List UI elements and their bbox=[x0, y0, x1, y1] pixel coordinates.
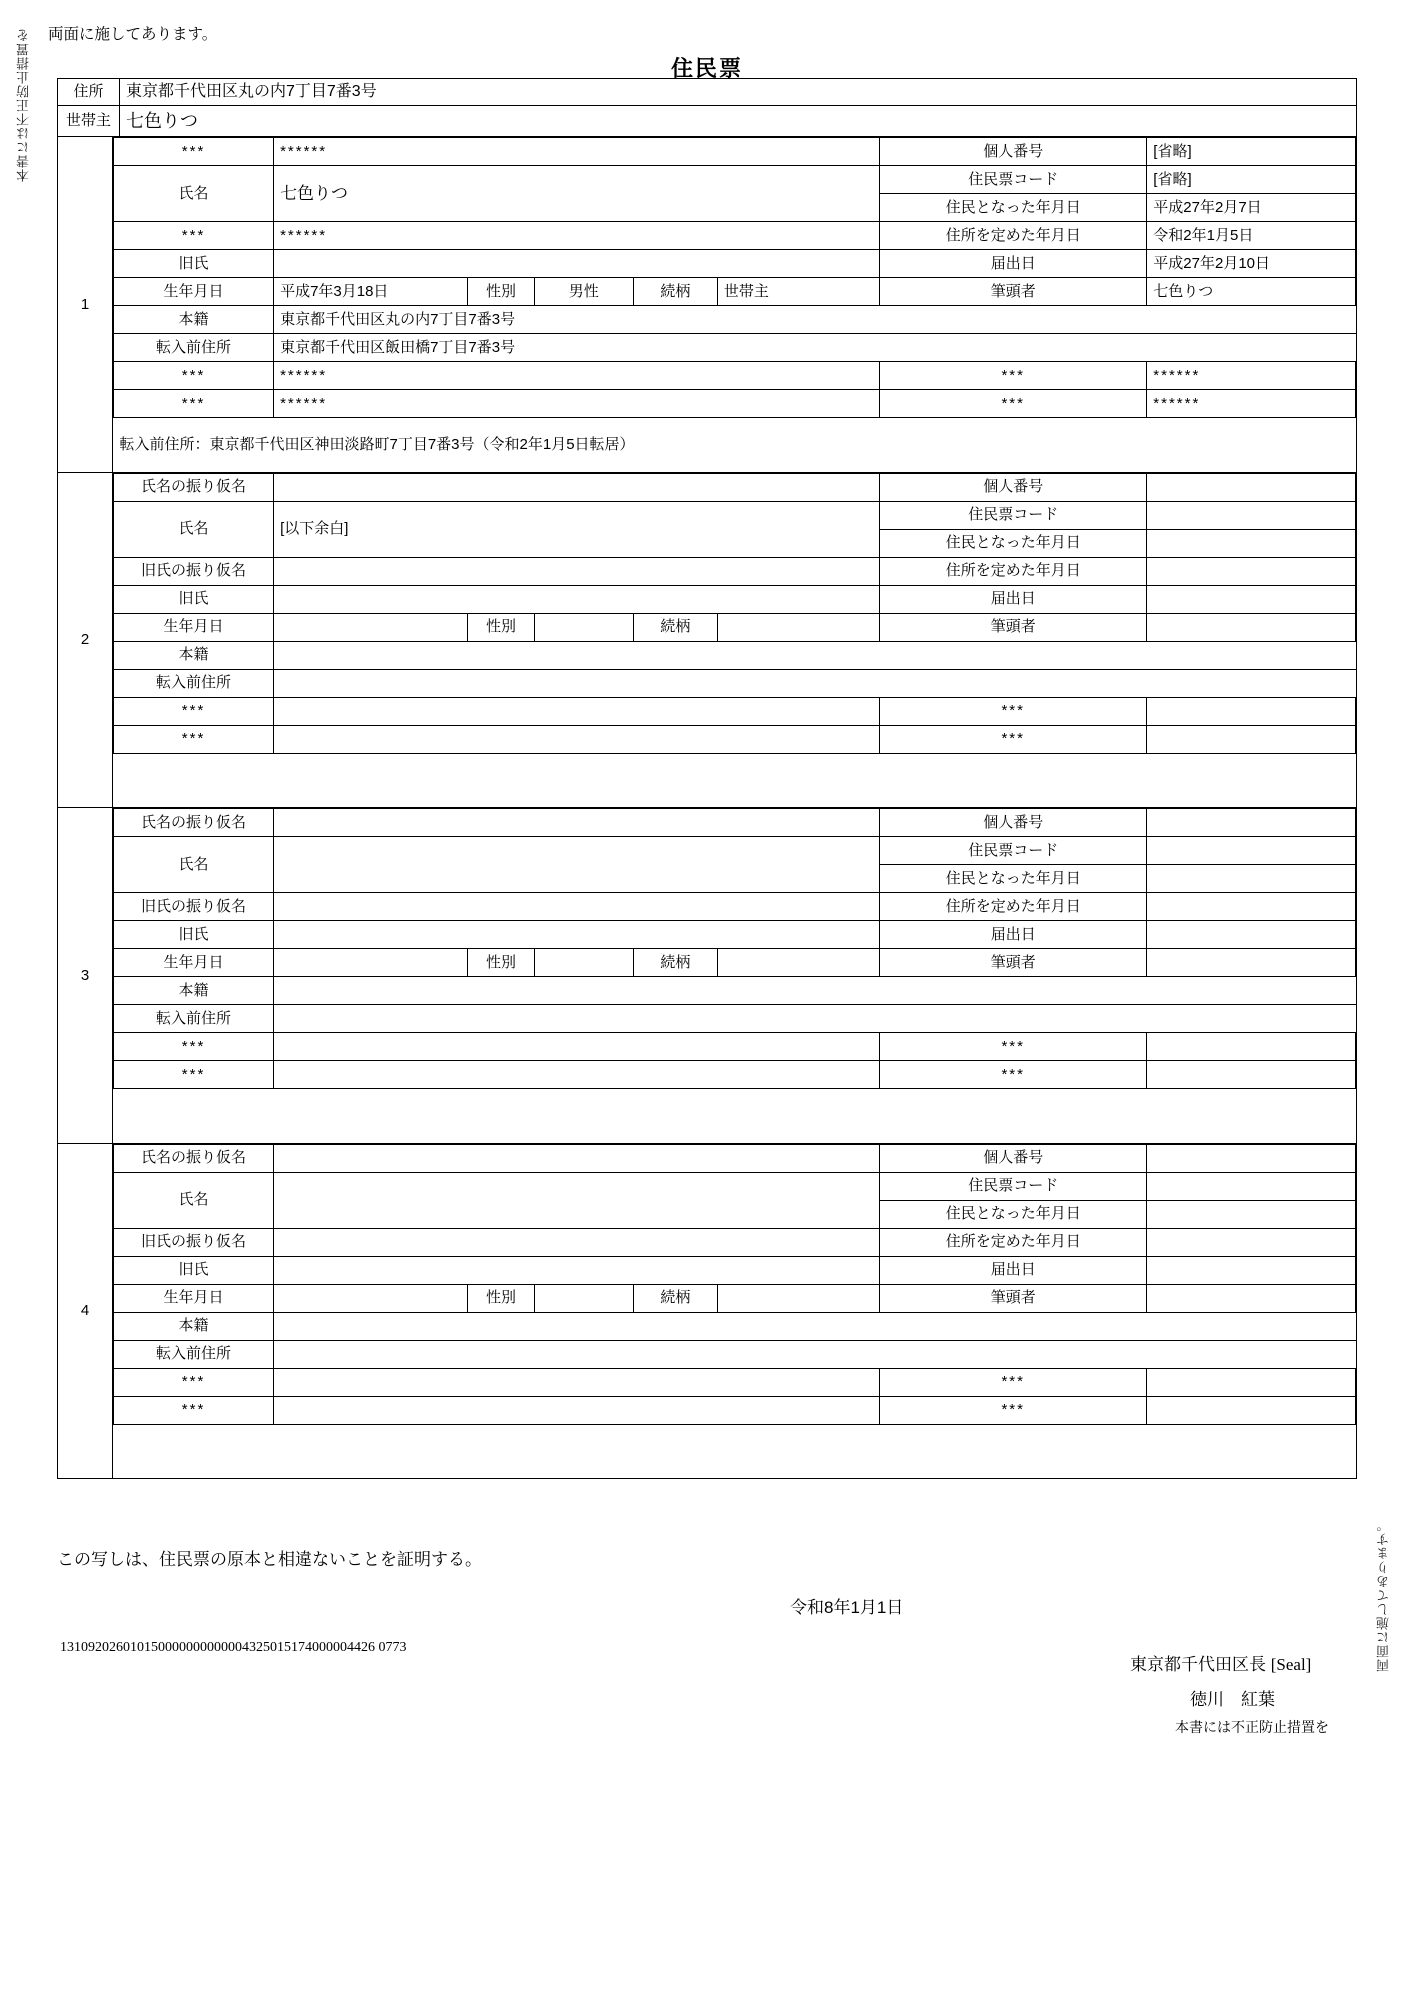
name-label: 氏名 bbox=[114, 837, 274, 893]
head-of-registry-value bbox=[1147, 1284, 1356, 1312]
table-row bbox=[114, 166, 1356, 194]
resident-code-label: 住民票コード bbox=[880, 1172, 1147, 1200]
former-name-label: 旧氏 bbox=[114, 1256, 274, 1284]
former-name-kana-value bbox=[274, 1228, 880, 1256]
table-row bbox=[114, 557, 1356, 585]
table-row bbox=[114, 725, 1356, 753]
my-number-value bbox=[1147, 809, 1356, 837]
former-name-value bbox=[274, 250, 880, 278]
previous-address-label: 転入前住所 bbox=[114, 334, 274, 362]
head-of-registry-label: 筆頭者 bbox=[880, 1284, 1147, 1312]
notification-date-label: 届出日 bbox=[880, 921, 1147, 949]
registry-value bbox=[274, 977, 1356, 1005]
name-kana-label: *** bbox=[114, 138, 274, 166]
top-note: 両面に施してあります。 bbox=[48, 26, 218, 43]
householder-value: 七色りつ bbox=[120, 106, 1357, 137]
person-note: 転入前住所：東京都千代田区神田淡路町7丁目7番3号（令和2年1月5日転居） bbox=[114, 418, 1356, 472]
table-row bbox=[114, 697, 1356, 725]
resident-code-label: 住民票コード bbox=[880, 501, 1147, 529]
table-row bbox=[114, 921, 1356, 949]
head-of-registry-label: 筆頭者 bbox=[880, 613, 1147, 641]
extra-right-value bbox=[1147, 1033, 1356, 1061]
became-resident-value: 平成27年2月7日 bbox=[1147, 194, 1356, 222]
sex-value bbox=[534, 1284, 633, 1312]
extra-label: *** bbox=[114, 1033, 274, 1061]
birthdate-value: 平成7年3月18日 bbox=[274, 278, 468, 306]
table-row bbox=[114, 390, 1356, 418]
birthdate-value bbox=[274, 1284, 468, 1312]
right-margin-note: 両面に施してあります。 bbox=[1376, 1518, 1391, 1672]
extra-right-value bbox=[1147, 1396, 1356, 1424]
name-kana-label: 氏名の振り仮名 bbox=[114, 809, 274, 837]
relation-label: 続柄 bbox=[633, 949, 717, 977]
certification-text: この写しは、住民票の原本と相違ないことを証明する。 bbox=[57, 1550, 482, 1569]
birthdate-label: 生年月日 bbox=[114, 278, 274, 306]
head-of-registry-value: 七色りつ bbox=[1147, 278, 1356, 306]
address-set-date-label: 住所を定めた年月日 bbox=[880, 1228, 1147, 1256]
table-row bbox=[114, 306, 1356, 334]
issuer-name: 徳川 紅葉 bbox=[1190, 1690, 1275, 1709]
person-note bbox=[114, 753, 1356, 807]
resident-code-label: 住民票コード bbox=[880, 837, 1147, 865]
registry-label: 本籍 bbox=[114, 977, 274, 1005]
person-detail-table bbox=[113, 473, 1356, 808]
table-row bbox=[114, 418, 1356, 472]
my-number-label: 個人番号 bbox=[880, 809, 1147, 837]
table-row bbox=[114, 1284, 1356, 1312]
notification-date-value bbox=[1147, 1256, 1356, 1284]
became-resident-label: 住民となった年月日 bbox=[880, 529, 1147, 557]
table-row bbox=[114, 222, 1356, 250]
sex-value bbox=[534, 613, 633, 641]
table-row bbox=[114, 1228, 1356, 1256]
extra-value bbox=[274, 1368, 880, 1396]
extra-right-label: *** bbox=[880, 697, 1147, 725]
previous-address-value bbox=[274, 669, 1356, 697]
relation-value bbox=[717, 613, 879, 641]
header-row-address bbox=[58, 79, 1357, 106]
former-name-kana-label: *** bbox=[114, 222, 274, 250]
table-row bbox=[114, 1340, 1356, 1368]
former-name-label: 旧氏 bbox=[114, 921, 274, 949]
resident-code-label: 住民票コード bbox=[880, 166, 1147, 194]
became-resident-value bbox=[1147, 1200, 1356, 1228]
extra-right-label: *** bbox=[880, 390, 1147, 418]
sex-label: 性別 bbox=[468, 949, 534, 977]
name-value bbox=[274, 1172, 880, 1228]
previous-address-label: 転入前住所 bbox=[114, 1340, 274, 1368]
name-label: 氏名 bbox=[114, 1172, 274, 1228]
resident-code-value bbox=[1147, 1172, 1356, 1200]
issuer-title: 東京都千代田区長 bbox=[1130, 1655, 1266, 1674]
relation-value bbox=[717, 949, 879, 977]
registry-value bbox=[274, 1312, 1356, 1340]
address-label: 住所 bbox=[58, 79, 120, 106]
table-row bbox=[114, 977, 1356, 1005]
registry-label: 本籍 bbox=[114, 641, 274, 669]
became-resident-value bbox=[1147, 529, 1356, 557]
person-detail-table bbox=[113, 1144, 1356, 1479]
address-set-date-label: 住所を定めた年月日 bbox=[880, 222, 1147, 250]
table-row bbox=[114, 585, 1356, 613]
notification-date-value: 平成27年2月10日 bbox=[1147, 250, 1356, 278]
became-resident-value bbox=[1147, 865, 1356, 893]
former-name-value bbox=[274, 1256, 880, 1284]
table-row bbox=[114, 138, 1356, 166]
table-row bbox=[114, 1424, 1356, 1478]
table-row bbox=[114, 278, 1356, 306]
table-row bbox=[114, 809, 1356, 837]
name-kana-value bbox=[274, 1144, 880, 1172]
table-row bbox=[114, 753, 1356, 807]
my-number-label: 個人番号 bbox=[880, 1144, 1147, 1172]
former-name-label: 旧氏 bbox=[114, 585, 274, 613]
person-index: 2 bbox=[58, 473, 113, 808]
table-row bbox=[114, 1172, 1356, 1200]
address-set-date-value bbox=[1147, 557, 1356, 585]
person-block bbox=[58, 1144, 1356, 1479]
serial-number: 131092026010150000000000004325015174000004426 0773 bbox=[60, 1640, 407, 1655]
person-block bbox=[58, 473, 1356, 809]
notification-date-label: 届出日 bbox=[880, 1256, 1147, 1284]
extra-right-value: ****** bbox=[1147, 362, 1356, 390]
person-index: 1 bbox=[58, 137, 113, 472]
sex-value: 男性 bbox=[534, 278, 633, 306]
name-kana-label: 氏名の振り仮名 bbox=[114, 473, 274, 501]
notification-date-label: 届出日 bbox=[880, 250, 1147, 278]
extra-value bbox=[274, 697, 880, 725]
table-row bbox=[114, 1144, 1356, 1172]
notification-date-label: 届出日 bbox=[880, 585, 1147, 613]
head-of-registry-value bbox=[1147, 949, 1356, 977]
birthdate-value bbox=[274, 949, 468, 977]
table-row bbox=[114, 1005, 1356, 1033]
address-set-date-label: 住所を定めた年月日 bbox=[880, 557, 1147, 585]
name-kana-value bbox=[274, 809, 880, 837]
my-number-value bbox=[1147, 473, 1356, 501]
became-resident-label: 住民となった年月日 bbox=[880, 194, 1147, 222]
extra-right-label: *** bbox=[880, 362, 1147, 390]
address-set-date-label: 住所を定めた年月日 bbox=[880, 893, 1147, 921]
extra-label: *** bbox=[114, 725, 274, 753]
my-number-value: [省略] bbox=[1147, 138, 1356, 166]
extra-right-label: *** bbox=[880, 1396, 1147, 1424]
extra-value bbox=[274, 725, 880, 753]
header-table bbox=[57, 78, 1357, 137]
previous-address-value: 東京都千代田区飯田橋7丁目7番3号 bbox=[274, 334, 1356, 362]
householder-label: 世帯主 bbox=[58, 106, 120, 137]
head-of-registry-label: 筆頭者 bbox=[880, 949, 1147, 977]
person-index: 4 bbox=[58, 1144, 113, 1479]
relation-label: 続柄 bbox=[633, 1284, 717, 1312]
name-label: 氏名 bbox=[114, 501, 274, 557]
previous-address-value bbox=[274, 1005, 1356, 1033]
resident-code-value bbox=[1147, 837, 1356, 865]
table-row bbox=[114, 250, 1356, 278]
extra-right-value bbox=[1147, 1061, 1356, 1089]
extra-right-value bbox=[1147, 697, 1356, 725]
issuer-title-line bbox=[1130, 1650, 1311, 1675]
person-detail-table bbox=[113, 808, 1356, 1143]
previous-address-label: 転入前住所 bbox=[114, 669, 274, 697]
extra-right-value bbox=[1147, 725, 1356, 753]
table-row bbox=[114, 1312, 1356, 1340]
former-name-kana-value bbox=[274, 557, 880, 585]
extra-label: *** bbox=[114, 697, 274, 725]
header-row-householder bbox=[58, 106, 1357, 137]
table-row bbox=[114, 473, 1356, 501]
former-name-kana-value: ****** bbox=[274, 222, 880, 250]
issue-date: 令和8年1月1日 bbox=[790, 1598, 904, 1617]
sex-label: 性別 bbox=[468, 1284, 534, 1312]
table-row bbox=[114, 893, 1356, 921]
relation-label: 続柄 bbox=[633, 613, 717, 641]
relation-value bbox=[717, 1284, 879, 1312]
residents-body bbox=[57, 136, 1357, 1479]
table-row bbox=[114, 501, 1356, 529]
relation-label: 続柄 bbox=[633, 278, 717, 306]
person-detail-table bbox=[113, 137, 1356, 472]
table-row bbox=[114, 1033, 1356, 1061]
table-row bbox=[114, 1368, 1356, 1396]
former-name-label: 旧氏 bbox=[114, 250, 274, 278]
address-set-date-value: 令和2年1月5日 bbox=[1147, 222, 1356, 250]
name-kana-label: 氏名の振り仮名 bbox=[114, 1144, 274, 1172]
table-row bbox=[114, 334, 1356, 362]
name-label: 氏名 bbox=[114, 166, 274, 222]
extra-right-label: *** bbox=[880, 1368, 1147, 1396]
extra-label: *** bbox=[114, 1368, 274, 1396]
birthdate-label: 生年月日 bbox=[114, 949, 274, 977]
person-block bbox=[58, 137, 1356, 473]
registry-value: 東京都千代田区丸の内7丁目7番3号 bbox=[274, 306, 1356, 334]
extra-label: *** bbox=[114, 390, 274, 418]
address-set-date-value bbox=[1147, 893, 1356, 921]
extra-value bbox=[274, 1061, 880, 1089]
relation-value: 世帯主 bbox=[717, 278, 879, 306]
became-resident-label: 住民となった年月日 bbox=[880, 865, 1147, 893]
previous-address-value bbox=[274, 1340, 1356, 1368]
extra-value bbox=[274, 1396, 880, 1424]
table-row bbox=[114, 641, 1356, 669]
former-name-kana-value bbox=[274, 893, 880, 921]
birthdate-label: 生年月日 bbox=[114, 1284, 274, 1312]
document-footer bbox=[0, 1545, 1414, 1745]
sex-label: 性別 bbox=[468, 613, 534, 641]
person-note bbox=[114, 1089, 1356, 1143]
registry-label: 本籍 bbox=[114, 1312, 274, 1340]
anti-fraud-note: 本書には不正防止措置を bbox=[1175, 1719, 1329, 1735]
former-name-kana-label: 旧氏の振り仮名 bbox=[114, 893, 274, 921]
name-kana-value: ****** bbox=[274, 138, 880, 166]
address-value: 東京都千代田区丸の内7丁目7番3号 bbox=[120, 79, 1357, 106]
resident-code-value bbox=[1147, 501, 1356, 529]
resident-code-value: [省略] bbox=[1147, 166, 1356, 194]
name-value bbox=[274, 837, 880, 893]
sex-value bbox=[534, 949, 633, 977]
extra-right-value bbox=[1147, 1368, 1356, 1396]
extra-label: *** bbox=[114, 1061, 274, 1089]
table-row bbox=[114, 1396, 1356, 1424]
seal-marker: [Seal] bbox=[1270, 1655, 1312, 1674]
former-name-value bbox=[274, 921, 880, 949]
former-name-kana-label: 旧氏の振り仮名 bbox=[114, 1228, 274, 1256]
previous-address-label: 転入前住所 bbox=[114, 1005, 274, 1033]
notification-date-value bbox=[1147, 585, 1356, 613]
became-resident-label: 住民となった年月日 bbox=[880, 1200, 1147, 1228]
name-value: 七色りつ bbox=[274, 166, 880, 222]
extra-right-value: ****** bbox=[1147, 390, 1356, 418]
head-of-registry-value bbox=[1147, 613, 1356, 641]
table-row bbox=[114, 837, 1356, 865]
table-row bbox=[114, 1089, 1356, 1143]
left-margin-note: 本書には不正防止措置を bbox=[16, 28, 31, 182]
extra-right-label: *** bbox=[880, 725, 1147, 753]
extra-right-label: *** bbox=[880, 1061, 1147, 1089]
table-row bbox=[114, 613, 1356, 641]
person-note bbox=[114, 1424, 1356, 1478]
person-block bbox=[58, 808, 1356, 1144]
table-row bbox=[114, 1061, 1356, 1089]
table-row bbox=[114, 1256, 1356, 1284]
my-number-label: 個人番号 bbox=[880, 473, 1147, 501]
extra-value: ****** bbox=[274, 362, 880, 390]
notification-date-value bbox=[1147, 921, 1356, 949]
sex-label: 性別 bbox=[468, 278, 534, 306]
birthdate-label: 生年月日 bbox=[114, 613, 274, 641]
table-row bbox=[114, 362, 1356, 390]
extra-value bbox=[274, 1033, 880, 1061]
registry-value bbox=[274, 641, 1356, 669]
my-number-value bbox=[1147, 1144, 1356, 1172]
extra-label: *** bbox=[114, 1396, 274, 1424]
head-of-registry-label: 筆頭者 bbox=[880, 278, 1147, 306]
former-name-value bbox=[274, 585, 880, 613]
page-title: 住民票 bbox=[670, 56, 743, 81]
table-row bbox=[114, 669, 1356, 697]
table-row bbox=[114, 949, 1356, 977]
birthdate-value bbox=[274, 613, 468, 641]
person-index: 3 bbox=[58, 808, 113, 1143]
address-set-date-value bbox=[1147, 1228, 1356, 1256]
my-number-label: 個人番号 bbox=[880, 138, 1147, 166]
extra-value: ****** bbox=[274, 390, 880, 418]
name-kana-value bbox=[274, 473, 880, 501]
extra-right-label: *** bbox=[880, 1033, 1147, 1061]
registry-label: 本籍 bbox=[114, 306, 274, 334]
name-value: [以下余白] bbox=[274, 501, 880, 557]
former-name-kana-label: 旧氏の振り仮名 bbox=[114, 557, 274, 585]
extra-label: *** bbox=[114, 362, 274, 390]
